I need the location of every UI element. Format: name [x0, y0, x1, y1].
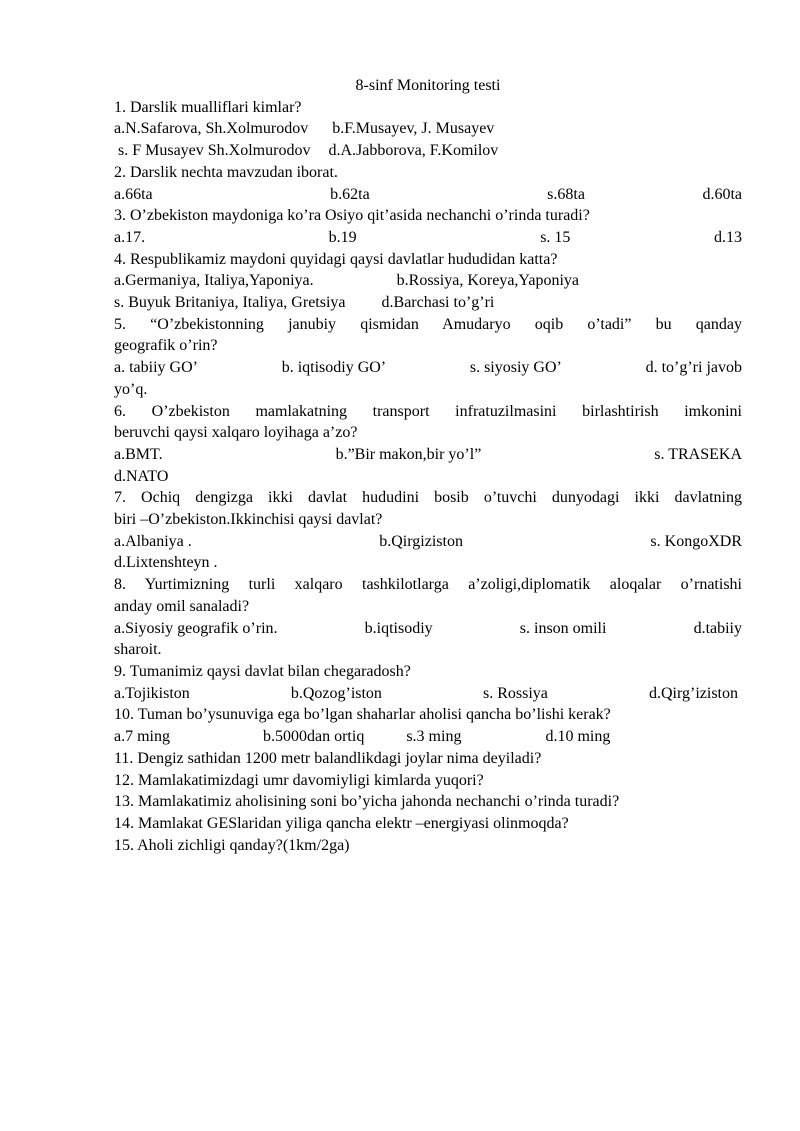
question-1: 1. Darslik mualliflari kimlar? [114, 98, 302, 116]
option-s: s. KongoXDR [650, 532, 742, 550]
option-s: s.3 ming [406, 728, 462, 746]
question-10-options [114, 726, 742, 748]
question-7-continued: biri –O’zbekiston.Ikkinchisi qaysi davlat? [114, 511, 383, 529]
question-3: 3. O’zbekiston maydoniga ko’ra Osiyo qit’asida nechanchi o’rinda turadi? [114, 207, 590, 225]
question-9: 9. Tumanimiz qaysi davlat bilan chegaradosh? [114, 662, 411, 680]
question-7-options [114, 531, 742, 553]
question-8: 8. Yurtimizning turli xalqaro tashkilotlarga a’zoligi,diplomatik aloqalar o’rnatishi [114, 576, 742, 594]
question-3-options [114, 227, 742, 249]
option-d: d.NATO [114, 467, 169, 485]
option-d: d.13 [713, 228, 742, 246]
option-d: d.tabiiy [693, 619, 742, 637]
option-b: b.62ta [330, 185, 370, 203]
question-11: 11. Dengiz sathidan 1200 metr balandlikdagi joylar nima deyiladi? [114, 749, 542, 767]
question-6-options [114, 444, 742, 466]
question-15: 15. Aholi zichligi qanday?(1km/2ga) [114, 836, 350, 854]
question-4-options-row-1 [114, 270, 742, 292]
option-s: s. inson omili [519, 619, 607, 637]
question-1-options-row-2 [114, 140, 742, 162]
question-10: 10. Tuman bo’ysunuviga ega bo’lgan shaharlar aholisi qancha bo’lishi kerak? [114, 706, 611, 724]
option-d: d.Lixtenshteyn . [114, 554, 218, 572]
question-12: 12. Mamlakatimizdagi umr davomiyligi kimlarda yuqori? [114, 771, 484, 789]
option-d: d. to’g’ri javob [645, 359, 742, 377]
option-b: b.”Bir makon,bir yo’l” [335, 445, 482, 463]
option-d: d.10 ming [545, 728, 611, 746]
question-9-options [114, 683, 742, 705]
question-1-options-row-1 [114, 118, 742, 140]
option-d: d.Qirg’iziston [648, 684, 738, 702]
option-a: a. tabiiy GO’ [114, 359, 198, 377]
option-a: a.66ta [114, 185, 153, 203]
option-a: a.17. [114, 228, 146, 246]
option-s: s. siyosiy GO’ [469, 359, 562, 377]
question-8-option-d-continued: sharoit. [114, 641, 162, 659]
option-d: d.Barchasi to’g’ri [381, 294, 495, 312]
option-a: a.Germaniya, Italiya,Yaponiya. [114, 272, 314, 290]
option-d: d.60ta [702, 185, 742, 203]
question-13: 13. Mamlakatimiz aholisining soni bo’yicha jahonda nechanchi o’rinda turadi? [114, 793, 620, 811]
option-b: b.Qirgiziston [379, 532, 463, 550]
option-a: a.Siyosiy geografik o’rin. [114, 619, 278, 637]
question-5-option-d-continued: yo’q. [114, 380, 148, 398]
option-a: a.BMT. [114, 445, 163, 463]
question-5-continued: geografik o’rin? [114, 337, 218, 355]
option-a: a.N.Safarova, Sh.Xolmurodov [114, 120, 309, 138]
question-14: 14. Mamlakat GESlaridan yiliga qancha elektr –energiyasi olinmoqda? [114, 814, 569, 832]
option-b: b. iqtisodiy GO’ [281, 359, 387, 377]
question-6: 6. O’zbekiston mamlakatning transport infratuzilmasini birlashtirish imkonini [114, 402, 742, 420]
option-b: b.F.Musayev, J. Musayev [332, 120, 495, 138]
option-b: b.Qozog’iston [290, 684, 382, 702]
question-8-continued: anday omil sanaladi? [114, 597, 250, 615]
option-b: b.5000dan ortiq [263, 728, 365, 746]
question-5-options [114, 357, 742, 379]
option-a: a.Albaniya . [114, 532, 192, 550]
option-b: b.19 [328, 228, 357, 246]
option-d: d.A.Jabborova, F.Komilov [328, 142, 499, 160]
option-a: a.7 ming [114, 728, 170, 746]
question-6-continued: beruvchi qaysi xalqaro loyihaga a’zo? [114, 424, 358, 442]
option-s: s. F Musayev Sh.Xolmurodov [118, 142, 311, 160]
question-8-options [114, 618, 742, 640]
question-2: 2. Darslik nechta mavzudan iborat. [114, 163, 338, 181]
question-5: 5. “O’zbekistonning janubiy qismidan Amudaryo oqib o’tadi” bu qanday [114, 315, 742, 333]
option-a: a.Tojikiston [114, 684, 190, 702]
question-4: 4. Respublikamiz maydoni quyidagi qaysi davlatlar hududidan katta? [114, 250, 558, 268]
question-2-options [114, 184, 742, 206]
option-s: s. TRASEKA [654, 445, 742, 463]
page-title: 8-sinf Monitoring testi [355, 77, 501, 94]
option-s: s. Buyuk Britaniya, Italiya, Gretsiya [114, 294, 346, 312]
question-7: 7. Ochiq dengizga ikki davlat hududini bosib o’tuvchi dunyodagi ikki davlatning [114, 489, 742, 507]
option-s: s.68ta [547, 185, 585, 203]
option-s: s. 15 [540, 228, 571, 246]
option-b: b.Rossiya, Koreya,Yaponiya [396, 272, 580, 290]
option-s: s. Rossiya [483, 684, 548, 702]
question-4-options-row-2 [114, 292, 742, 314]
test-document [114, 75, 742, 856]
option-b: b.iqtisodiy [364, 619, 433, 637]
